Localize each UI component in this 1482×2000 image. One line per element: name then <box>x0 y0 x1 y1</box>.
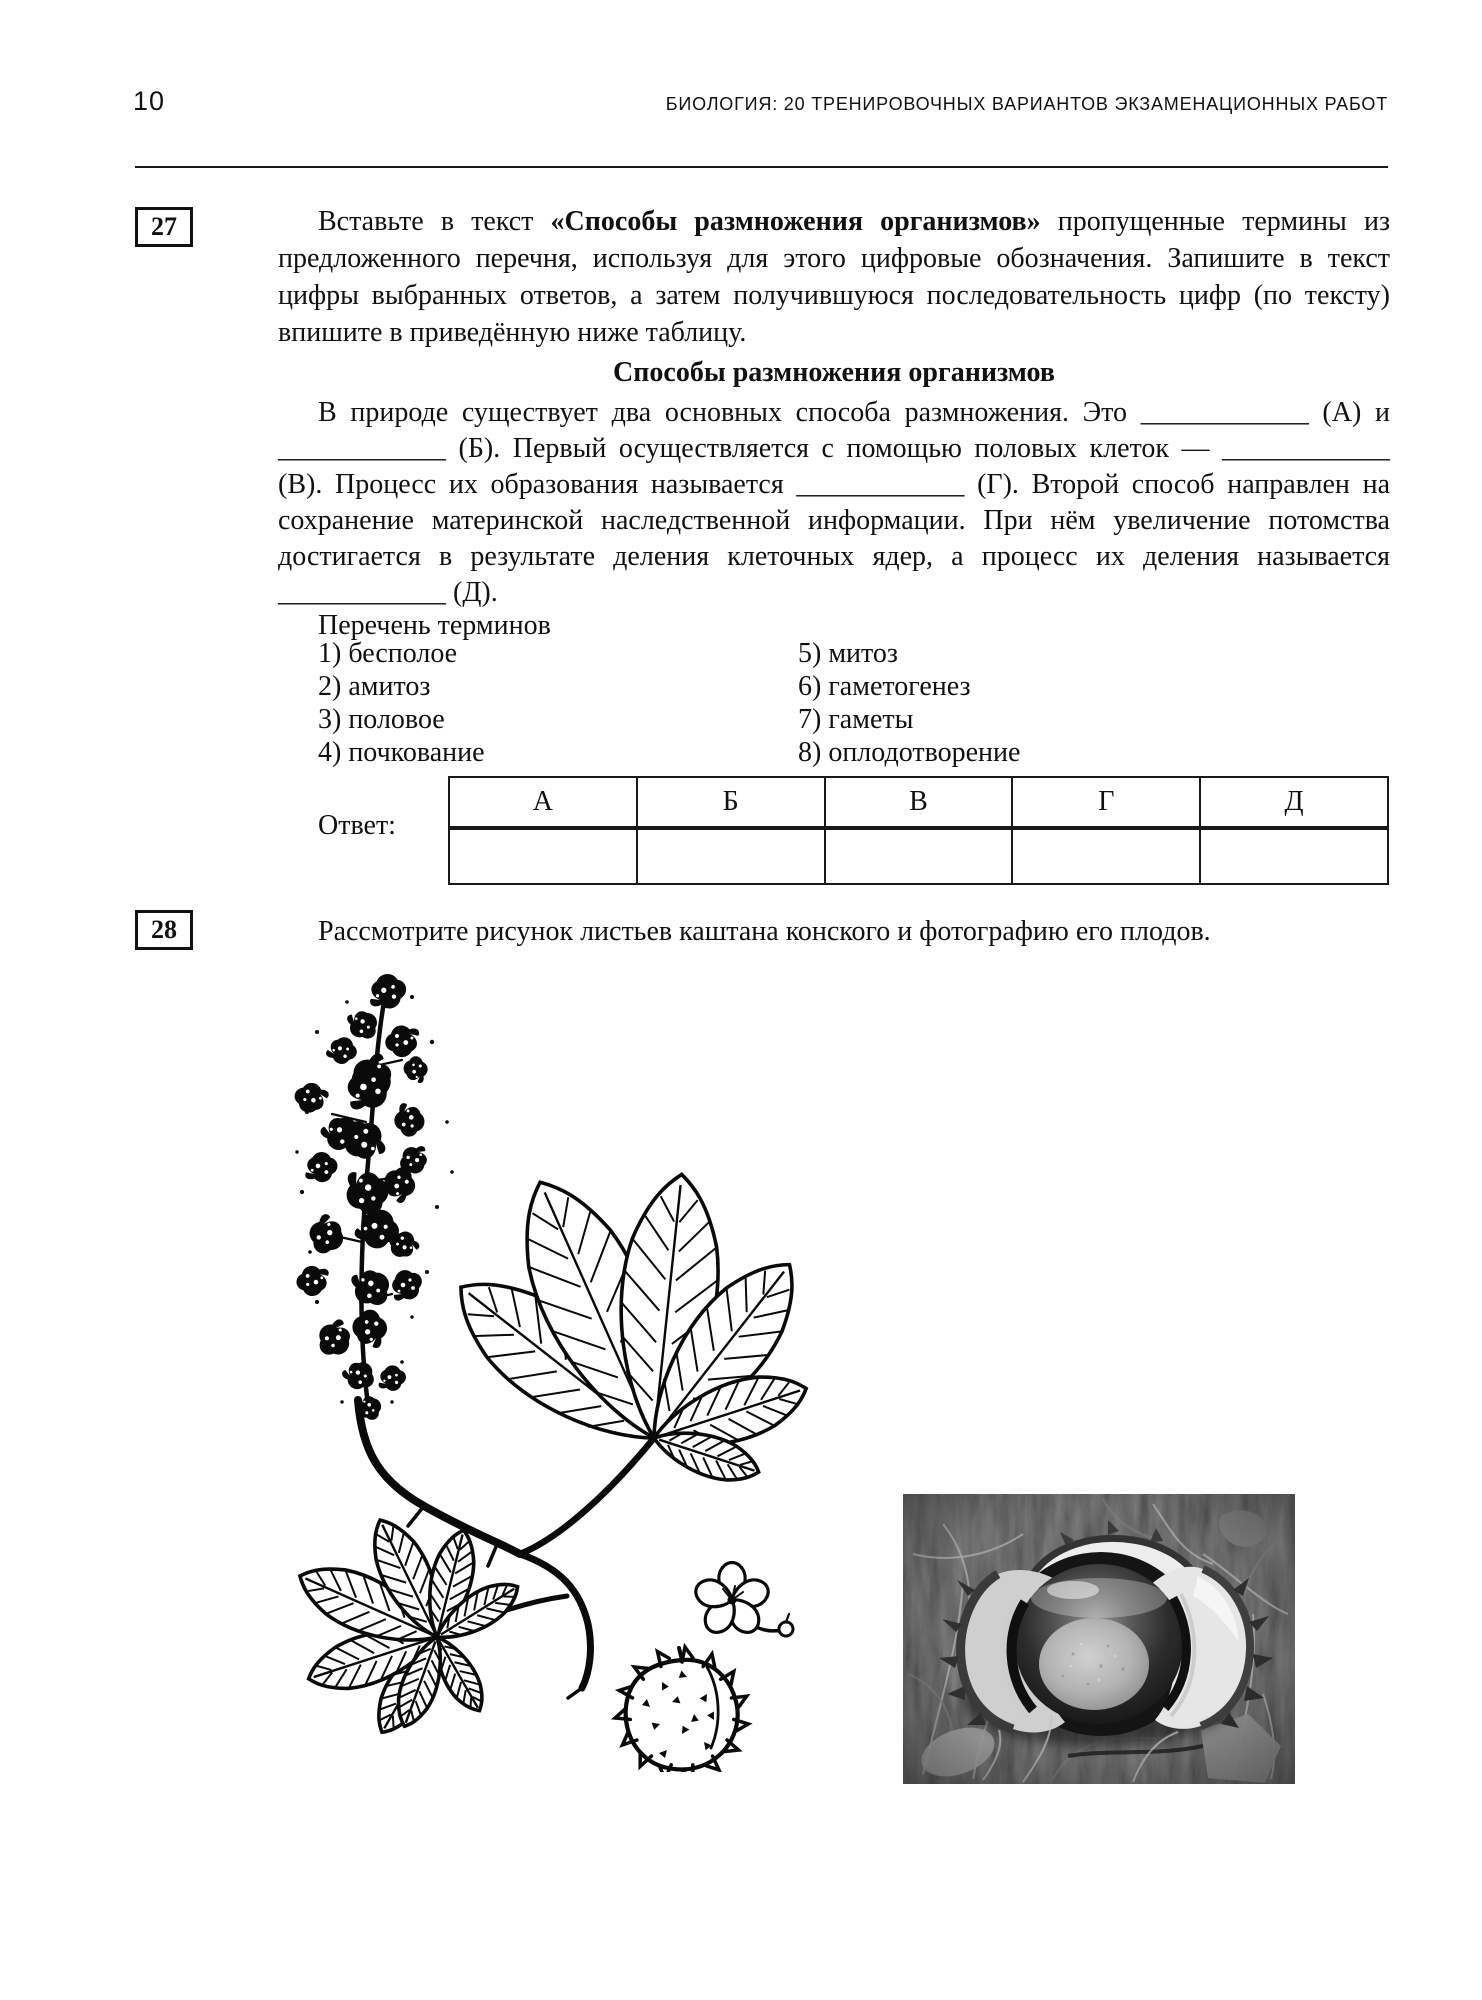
answer-label: Ответ: <box>318 810 396 841</box>
intro-text-cont: пропущенные термины из предложенного перечня, используя для этого цифровые обозначения. Запишите в текст цифры выбранных ответов, а затем получившуюся последовательность цифр (по тексту) впишите в приведённую ниже таблицу. <box>278 206 1390 348</box>
answer-col-header-d: Д <box>1200 777 1388 828</box>
foreground-grass <box>903 1494 1295 1784</box>
term-item: 6) гаметогенез <box>798 671 971 702</box>
terms-list-title: Перечень терминов <box>318 610 551 641</box>
term-item: 4) почкование <box>318 737 485 768</box>
spiky-capsule <box>614 1647 749 1772</box>
term-item: 1) бесполое <box>318 638 458 669</box>
answer-cell-v[interactable] <box>825 828 1013 884</box>
answer-table <box>448 776 1389 885</box>
passage-text: В природе существует два основных способа размножения. Это ____________ (А) и ____________ (Б). Первый осуществляется с помощью половых клеток — ____________ (В). Процесс их образования называется ____________ (Г). Второй способ направлен на сохранение материнской наследственной информации. При нём увеличение потомства достигается в результате деления клеточных ядер, а процесс их деления называется ____________ (Д). <box>278 397 1390 608</box>
answer-col-header-a: А <box>449 777 637 828</box>
term-item: 8) оплодотворение <box>798 737 1021 768</box>
chestnut-fruit-photo <box>903 1494 1295 1784</box>
small-palmate-leaf <box>289 1510 527 1742</box>
passage-title: Способы размножения организмов <box>613 357 1055 388</box>
question-28-number: 28 <box>135 910 193 950</box>
answer-col-header-b: Б <box>637 777 825 828</box>
intro-bold-title: «Способы размножения организмов» <box>550 206 1041 237</box>
term-item: 3) половое <box>318 704 445 735</box>
answer-cell-d[interactable] <box>1200 828 1388 884</box>
question-27-intro <box>278 203 1390 351</box>
header-rule <box>135 166 1388 168</box>
answer-cell-b[interactable] <box>637 828 825 884</box>
answer-cell-g[interactable] <box>1012 828 1200 884</box>
chestnut-line-drawing <box>262 972 862 1772</box>
term-item: 7) гаметы <box>798 704 914 735</box>
terms-column-2 <box>798 637 1020 769</box>
large-palmate-leaf <box>434 1162 821 1491</box>
answer-table-header-row <box>449 777 1388 828</box>
question-28-text: Рассмотрите рисунок листьев каштана конского и фотографию его плодов. <box>318 916 1211 947</box>
term-item: 5) митоз <box>798 638 898 669</box>
term-item: 2) амитоз <box>318 671 431 702</box>
answer-col-header-g: Г <box>1012 777 1200 828</box>
running-header: БИОЛОГИЯ: 20 ТРЕНИРОВОЧНЫХ ВАРИАНТОВ ЭКЗАМЕНАЦИОННЫХ РАБОТ <box>665 94 1388 114</box>
flower-panicle <box>289 972 453 1420</box>
page-number: 10 <box>133 86 166 116</box>
answer-col-header-v: В <box>825 777 1013 828</box>
single-flower <box>692 1563 793 1639</box>
intro-text: Вставьте в текст <box>318 206 551 237</box>
terms-column-1 <box>318 637 485 769</box>
answer-cell-a[interactable] <box>449 828 637 884</box>
answer-table-input-row <box>449 828 1388 884</box>
question-27-number: 27 <box>135 207 193 247</box>
